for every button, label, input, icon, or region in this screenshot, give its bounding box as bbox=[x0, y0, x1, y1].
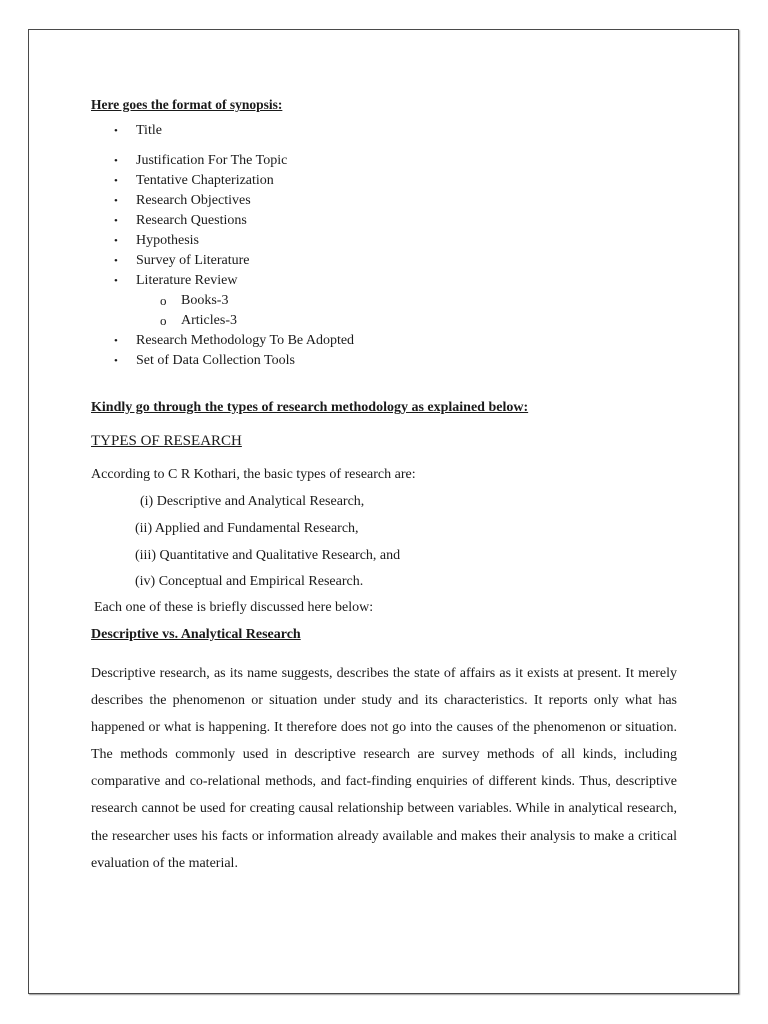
bullet-icon: • bbox=[114, 255, 118, 267]
list-item: Survey of Literature bbox=[136, 253, 250, 268]
sub-list-item: Articles-3 bbox=[181, 313, 237, 328]
bullet-icon: • bbox=[114, 155, 118, 167]
bullet-icon: • bbox=[114, 175, 118, 187]
bullet-icon: • bbox=[114, 275, 118, 287]
type-item-iii: (iii) Quantitative and Qualitative Research, and bbox=[135, 548, 401, 563]
type-item-i: (i) Descriptive and Analytical Research, bbox=[140, 494, 365, 509]
list-item: Research Questions bbox=[136, 213, 247, 228]
list-item: Research Objectives bbox=[136, 193, 251, 208]
list-item: Tentative Chapterization bbox=[136, 173, 274, 188]
methodology-heading: Kindly go through the types of research methodology as explained below: bbox=[91, 400, 529, 415]
list-item: Justification For The Topic bbox=[136, 153, 288, 168]
types-heading: TYPES OF RESEARCH bbox=[91, 433, 242, 449]
intro-line: According to C R Kothari, the basic types of research are: bbox=[91, 467, 416, 482]
bullet-icon: • bbox=[114, 335, 118, 347]
bullet-icon: • bbox=[114, 125, 118, 137]
document-page bbox=[28, 29, 739, 994]
section-heading: Descriptive vs. Analytical Research bbox=[91, 627, 301, 642]
synopsis-heading: Here goes the format of synopsis: bbox=[91, 97, 283, 112]
list-item: Research Methodology To Be Adopted bbox=[136, 333, 355, 348]
discussion-line: Each one of these is briefly discussed here below: bbox=[94, 600, 374, 615]
bullet-icon: • bbox=[114, 195, 118, 207]
bullet-icon: • bbox=[114, 355, 118, 367]
type-item-ii: (ii) Applied and Fundamental Research, bbox=[135, 521, 359, 536]
bullet-icon: • bbox=[114, 235, 118, 247]
list-item: Literature Review bbox=[136, 273, 238, 288]
type-item-iv: (iv) Conceptual and Empirical Research. bbox=[135, 574, 364, 589]
list-item: Set of Data Collection Tools bbox=[136, 353, 295, 368]
bullet-icon: • bbox=[114, 215, 118, 227]
list-item-title: Title bbox=[136, 123, 162, 138]
list-item: Hypothesis bbox=[136, 233, 199, 248]
sub-bullet-icon: o bbox=[160, 293, 167, 308]
sub-list-item: Books-3 bbox=[181, 293, 229, 308]
body-paragraph: Descriptive research, as its name suggests, describes the state of affairs as it exists at present. It merely describes the phenomenon or situation under study and its characteristics. It reports only what has happened or what is happening. It therefore does not go into the causes of the phenomenon or situation. The methods commonly used in descriptive research are survey methods of all kinds, including comparative and co-relational methods, and fact-finding enquiries of different kinds. Thus, descriptive research cannot be used for creating causal relationship between variables. While in analytical research, the researcher uses his facts or information already available and makes their analysis to make a critical evaluation of the material. bbox=[91, 666, 677, 871]
sub-bullet-icon: o bbox=[160, 313, 167, 328]
